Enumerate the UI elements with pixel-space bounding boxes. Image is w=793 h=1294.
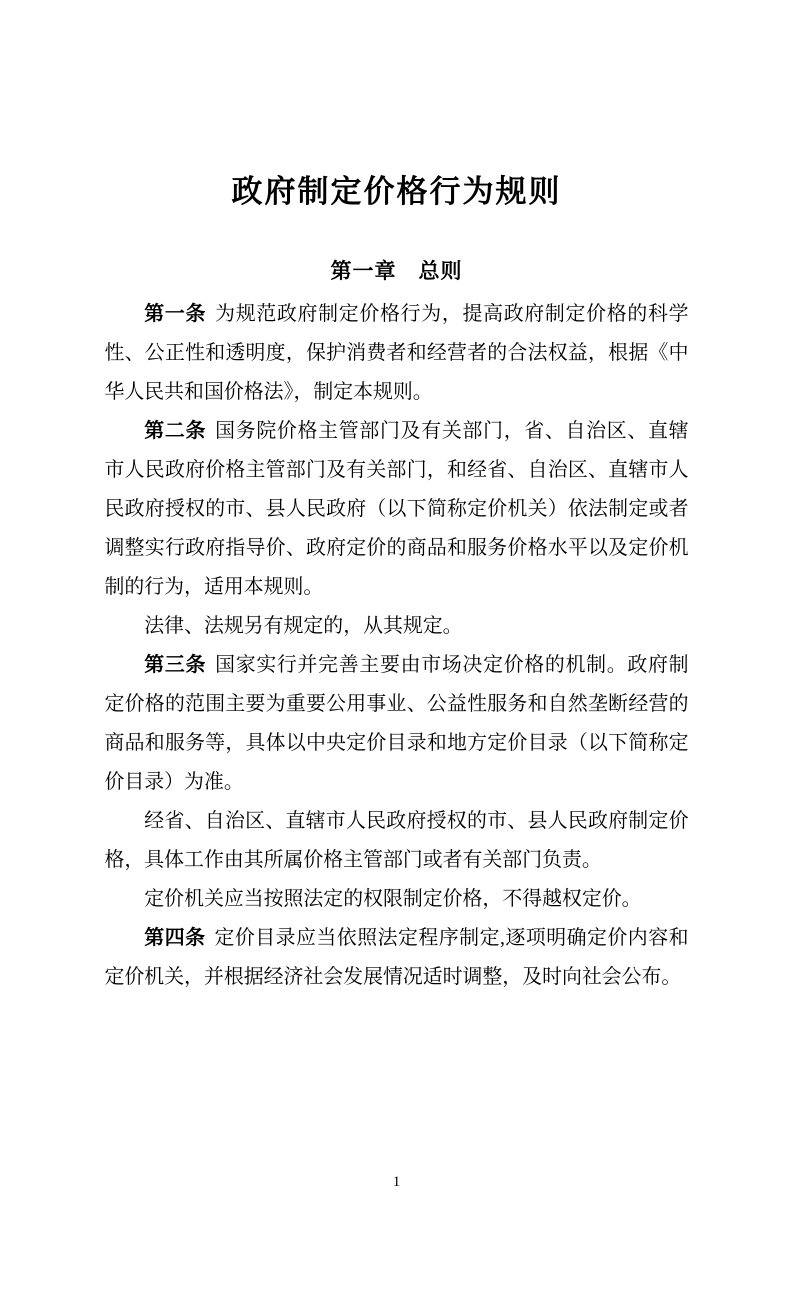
paragraph-text: 法律、法规另有规定的，从其规定。: [144, 615, 463, 637]
page-number: 1: [392, 1174, 401, 1190]
paragraph-text: 国务院价格主管部门及有关部门，省、自治区、直辖市人民政府价格主管部门及有关部门，和经省、自治区、直辖市人民政府授权的市、县人民政府（以下简称定价机关）依法制定或者调整实行政府指导价、政府定价的商品和服务价格水平以及定价机制的行为，适用本规则。: [104, 420, 689, 598]
paragraph-text: 为规范政府制定价格行为，提高政府制定价格的科学性、公正性和透明度，保护消费者和经营者的合法权益，根据《中华人民共和国价格法》，制定本规则。: [104, 303, 689, 403]
document-title: 政府制定价格行为规则: [231, 174, 562, 209]
document-page: [0, 172, 793, 1294]
paragraph: [105, 607, 689, 646]
chapter-heading: 第一章 总则: [330, 260, 463, 283]
article-number: 第一条: [144, 303, 207, 325]
document-body: [105, 295, 689, 997]
paragraph-text: 经省、自治区、直辖市人民政府授权的市、县人民政府制定价格，具体工作由其所属价格主管部门或者有关部门负责。: [104, 810, 689, 871]
paragraph-text: 定价机关应当按照法定的权限制定价格，不得越权定价。: [144, 888, 642, 910]
article-number: 第二条: [144, 420, 207, 442]
paragraph: [105, 412, 689, 607]
article-number: 第三条: [144, 654, 207, 676]
paragraph: [105, 646, 689, 802]
paragraph: [105, 802, 689, 880]
paragraph: [105, 919, 689, 997]
paragraph: [105, 880, 689, 919]
paragraph: [105, 295, 689, 412]
paragraph-text: 国家实行并完善主要由市场决定价格的机制。政府制定价格的范围主要为重要公用事业、公益性服务和自然垄断经营的商品和服务等，具体以中央定价目录和地方定价目录（以下简称定价目录）为准。: [104, 654, 689, 793]
article-number: 第四条: [144, 927, 206, 949]
paragraph-text: 定价目录应当依照法定程序制定,逐项明确定价内容和定价机关，并根据经济社会发展情况适时调整，及时向社会公布。: [104, 927, 689, 988]
